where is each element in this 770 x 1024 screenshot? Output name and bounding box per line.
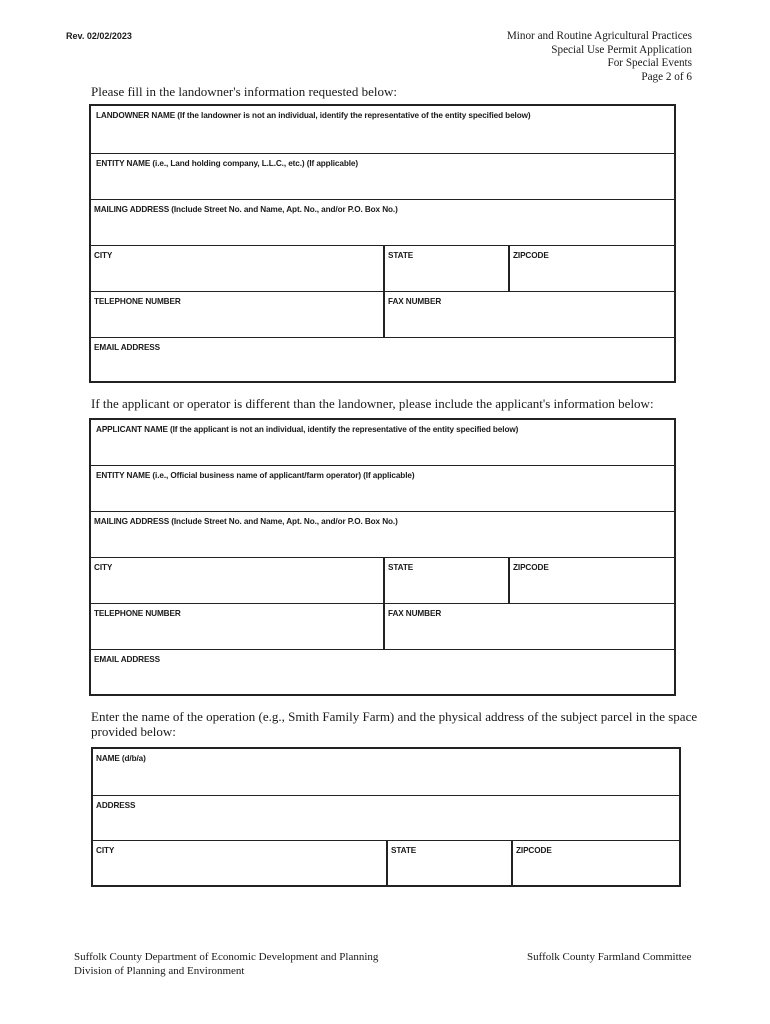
field-label: ENTITY NAME (i.e., Land holding company, L.L.C., etc.) (If applicable) (96, 159, 358, 168)
header-line: Minor and Routine Agricultural Practices (506, 30, 692, 42)
applicant-entity-field[interactable] (91, 466, 674, 512)
operation-intro-line2: provided below: (91, 724, 176, 739)
landowner-city-row (91, 246, 674, 292)
field-label: ENTITY NAME (i.e., Official business name of applicant/farm operator) (If applicable) (96, 471, 415, 480)
operation-form (91, 747, 681, 887)
field-label: ZIPCODE (513, 251, 549, 260)
landowner-state-field[interactable] (383, 246, 508, 291)
field-label: MAILING ADDRESS (Include Street No. and Name, Apt. No., and/or P.O. Box No.) (94, 517, 398, 526)
applicant-fax-field[interactable] (383, 604, 674, 649)
landowner-email-field[interactable] (91, 338, 674, 383)
applicant-phone-field[interactable] (91, 604, 383, 649)
field-label: LANDOWNER NAME (If the landowner is not an individual, identify the representative of the entity specified below) (96, 111, 531, 120)
document-header (507, 30, 692, 84)
page-number: Page 2 of 6 (641, 70, 692, 83)
field-label: TELEPHONE NUMBER (94, 609, 181, 618)
operation-state-field[interactable] (386, 841, 511, 887)
field-label: CITY (96, 846, 115, 855)
operation-intro-line1: Enter the name of the operation (e.g., Smith Family Farm) and the physical address of the subject parcel in the space (91, 709, 698, 724)
field-label: ZIPCODE (516, 846, 552, 855)
landowner-name-field[interactable] (91, 106, 674, 154)
applicant-zip-field[interactable] (508, 558, 674, 603)
field-label: MAILING ADDRESS (Include Street No. and Name, Apt. No., and/or P.O. Box No.) (94, 205, 398, 214)
applicant-form (89, 418, 676, 696)
field-label: STATE (391, 846, 417, 855)
applicant-city-row (91, 558, 674, 604)
header-line: For Special Events (607, 57, 692, 70)
landowner-zip-field[interactable] (508, 246, 674, 291)
applicant-email-field[interactable] (91, 650, 674, 696)
applicant-mailing-field[interactable] (91, 512, 674, 558)
field-label: FAX NUMBER (388, 297, 442, 306)
operation-city-field[interactable] (93, 841, 386, 887)
landowner-city-field[interactable] (91, 246, 383, 291)
field-label: ADDRESS (96, 801, 136, 810)
field-label: TELEPHONE NUMBER (94, 297, 181, 306)
applicant-city-field[interactable] (91, 558, 383, 603)
field-label: CITY (94, 563, 113, 572)
applicant-name-field[interactable] (91, 420, 674, 466)
field-label: STATE (388, 563, 414, 572)
header-line: Special Use Permit Application (551, 43, 692, 56)
applicant-state-field[interactable] (383, 558, 508, 603)
field-label: EMAIL ADDRESS (94, 343, 161, 352)
landowner-intro: Please fill in the landowner's information requested below: (91, 84, 397, 99)
applicant-intro: If the applicant or operator is different than the landowner, please include the applicant's information below: (91, 396, 654, 411)
field-label: ZIPCODE (513, 563, 549, 572)
footer-committee: Suffolk County Farmland Committee (527, 951, 692, 963)
landowner-phone-field[interactable] (91, 292, 383, 337)
operation-address-field[interactable] (93, 796, 679, 841)
footer-department: Suffolk County Department of Economic Development and Planning (74, 951, 379, 963)
field-label: FAX NUMBER (388, 609, 442, 618)
operation-name-field[interactable] (93, 749, 679, 796)
footer-left (74, 951, 378, 978)
operation-city-row (93, 841, 679, 887)
field-label: NAME (d/b/a) (96, 754, 146, 763)
landowner-phone-row (91, 292, 674, 338)
landowner-mailing-field[interactable] (91, 200, 674, 246)
field-label: APPLICANT NAME (If the applicant is not an individual, identify the representative of the entity specified below) (96, 425, 519, 434)
field-label: CITY (94, 251, 113, 260)
operation-zip-field[interactable] (511, 841, 679, 887)
footer-division: Division of Planning and Environment (74, 964, 245, 977)
landowner-fax-field[interactable] (383, 292, 674, 337)
field-label: STATE (388, 251, 414, 260)
revision-date: Rev. 02/02/2023 (66, 31, 132, 41)
field-label: EMAIL ADDRESS (94, 655, 161, 664)
applicant-phone-row (91, 604, 674, 650)
landowner-entity-field[interactable] (91, 154, 674, 200)
landowner-form (89, 104, 676, 383)
